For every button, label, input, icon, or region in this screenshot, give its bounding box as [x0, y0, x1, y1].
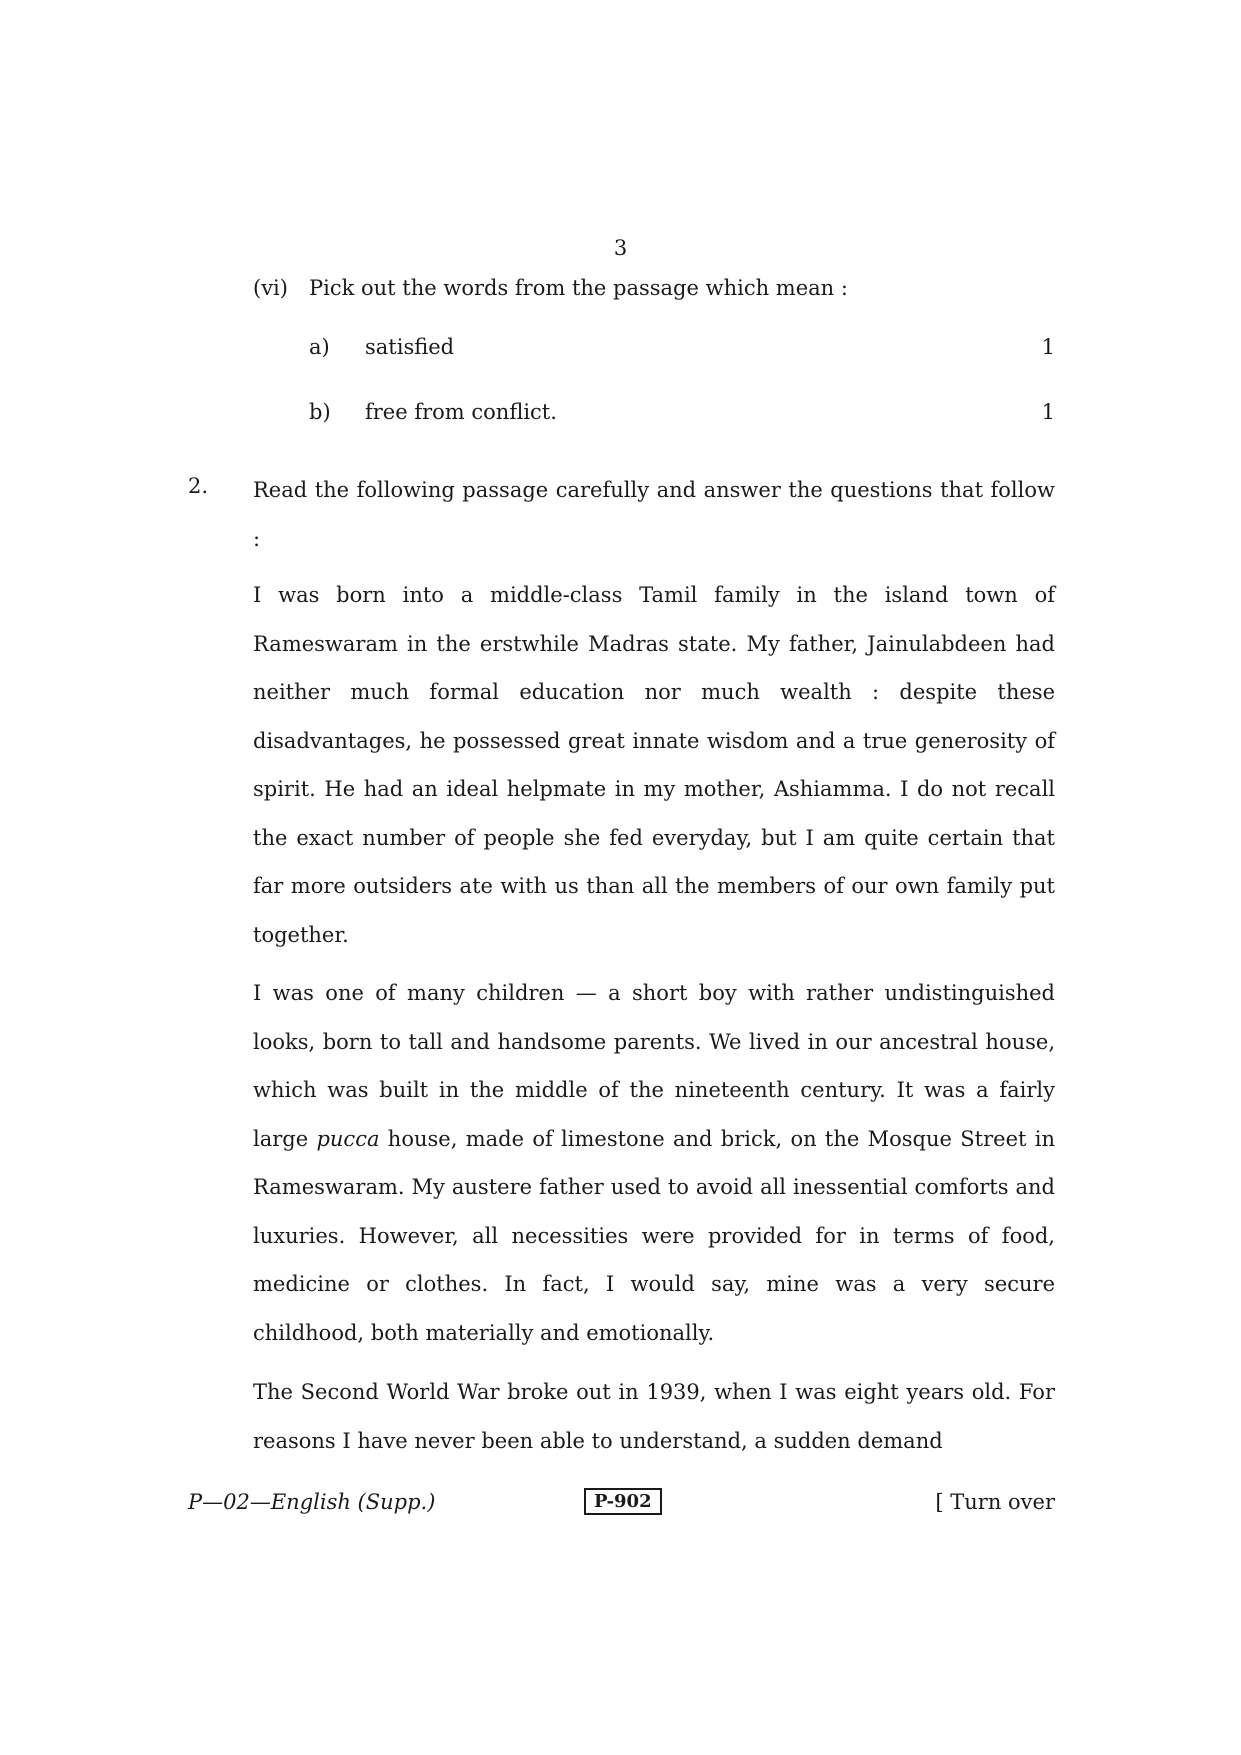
question-vi-text: Pick out the words from the passage which mean : — [309, 276, 848, 300]
passage-p2-part-1: I was one of many children — a short boy with rather undistinguished looks, born to tall and handsome parents. We lived in our ancestral house, which was built in the middle of the nineteenth century. It was a fairly large — [253, 981, 1055, 1151]
sub-item-a-label: a) — [309, 335, 330, 359]
passage-p2-part-2: house, made of limestone and brick, on the Mosque Street in Rameswaram. My austere father used to avoid all inessential comforts and luxuries. However, all necessities were provided for in terms of food, medicine or clothes. In fact, I would say, mine was a very secure childhood, both materially and emotionally. — [253, 1126, 1055, 1345]
passage-paragraph-1: I was born into a middle-class Tamil family in the island town of Rameswaram in the erstwhile Madras state. My father, Jainulabdeen had neither much formal education nor much wealth : despite these disadvantages, he possessed great innate wisdom and a true generosity of spirit. He had an ideal helpmate in my mother, Ashiamma. I do not recall the exact number of people she fed everyday, but I am quite certain that far more outsiders ate with us than all the members of our own family put together. — [253, 583, 1055, 947]
question-2-number: 2. — [188, 474, 209, 498]
footer-booklet-code: P-902 — [584, 1488, 662, 1515]
sub-item-b — [309, 400, 1055, 424]
sub-item-b-marks: 1 — [1041, 400, 1055, 424]
question-2-text: Read the following passage carefully and answer the questions that follow : — [253, 478, 1055, 551]
sub-item-b-label: b) — [309, 400, 331, 424]
passage-p2-italic-word: pucca — [316, 1126, 380, 1151]
passage-paragraph-2 — [253, 969, 1055, 1357]
footer-paper-code: P—02—English (Supp.) — [188, 1490, 436, 1514]
sub-item-a-marks: 1 — [1041, 335, 1055, 359]
footer-turn-over: [ Turn over — [935, 1490, 1055, 1514]
sub-item-a — [309, 335, 1055, 359]
sub-item-b-text: free from conflict. — [365, 400, 557, 424]
question-vi-label: (vi) — [253, 276, 288, 300]
page-footer — [188, 1490, 1055, 1524]
passage-paragraph-3: The Second World War broke out in 1939, when I was eight years old. For reasons I have never been able to understand, a sudden demand — [253, 1380, 1055, 1453]
question-vi — [253, 276, 848, 300]
page-number: 3 — [613, 236, 628, 260]
sub-item-a-text: satisfied — [365, 335, 455, 359]
